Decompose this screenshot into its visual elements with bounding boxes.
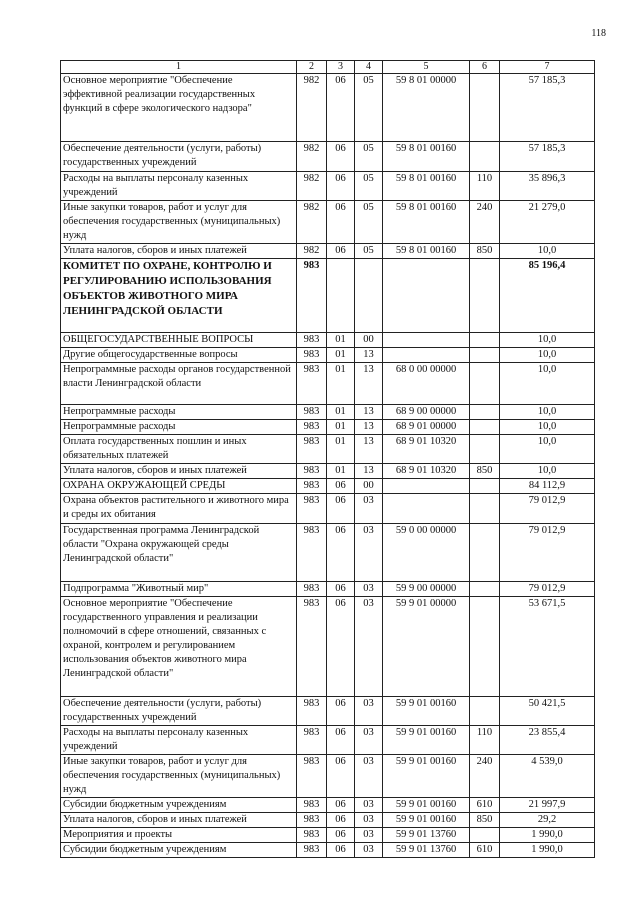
header-cell: 4: [355, 61, 383, 74]
row-code-cell: 983: [297, 582, 327, 597]
row-type-cell: 110: [470, 726, 500, 755]
row-target-cell: 59 9 00 00000: [383, 582, 470, 597]
table-row: [61, 798, 595, 813]
row-subsection-cell: 05: [355, 172, 383, 201]
row-subsection-cell: 03: [355, 697, 383, 726]
row-code-cell: 983: [297, 435, 327, 464]
table-row: [61, 697, 595, 726]
row-type-cell: [470, 435, 500, 464]
row-target-cell: 59 9 01 00160: [383, 697, 470, 726]
row-subsection-cell: 05: [355, 74, 383, 142]
row-subsection-cell: 00: [355, 479, 383, 494]
row-name-cell: КОМИТЕТ ПО ОХРАНЕ, КОНТРОЛЮ И РЕГУЛИРОВАНИЮ ИСПОЛЬЗОВАНИЯ ОБЪЕКТОВ ЖИВОТНОГО МИРА ЛЕНИНГРАДСКОЙ ОБЛАСТИ: [61, 259, 297, 333]
row-section-cell: 06: [327, 813, 355, 828]
row-type-cell: [470, 142, 500, 172]
row-subsection-cell: 03: [355, 524, 383, 582]
row-subsection-cell: 13: [355, 420, 383, 435]
row-target-cell: 59 8 01 00000: [383, 74, 470, 142]
table-row: [61, 582, 595, 597]
row-section-cell: 01: [327, 333, 355, 348]
row-target-cell: [383, 348, 470, 363]
row-type-cell: [470, 405, 500, 420]
row-target-cell: 59 9 01 00160: [383, 813, 470, 828]
row-name-cell: Иные закупки товаров, работ и услуг для обеспечения государственных (муниципальных) нужд: [61, 201, 297, 244]
header-cell: 5: [383, 61, 470, 74]
row-target-cell: [383, 494, 470, 524]
row-subsection-cell: 03: [355, 828, 383, 843]
row-code-cell: 983: [297, 726, 327, 755]
row-type-cell: [470, 479, 500, 494]
row-section-cell: 01: [327, 435, 355, 464]
row-code-cell: 983: [297, 843, 327, 858]
row-amount-cell: 10,0: [500, 420, 595, 435]
row-name-cell: Уплата налогов, сборов и иных платежей: [61, 244, 297, 259]
row-name-cell: Уплата налогов, сборов и иных платежей: [61, 813, 297, 828]
row-amount-cell: 10,0: [500, 333, 595, 348]
table-row: [61, 259, 595, 333]
row-amount-cell: 50 421,5: [500, 697, 595, 726]
row-type-cell: 110: [470, 172, 500, 201]
row-subsection-cell: 03: [355, 726, 383, 755]
row-code-cell: 983: [297, 828, 327, 843]
row-section-cell: 06: [327, 597, 355, 697]
row-name-cell: Основное мероприятие "Обеспечение государственного управления и реализации полномочий в сфере отношений, связанных с охраной, контролем и регулированием использования объектов животного мира Ленинградской области": [61, 597, 297, 697]
row-code-cell: 983: [297, 333, 327, 348]
row-type-cell: 610: [470, 843, 500, 858]
row-name-cell: Мероприятия и проекты: [61, 828, 297, 843]
row-subsection-cell: 05: [355, 142, 383, 172]
row-section-cell: 06: [327, 201, 355, 244]
table-row: [61, 597, 595, 697]
row-code-cell: 983: [297, 697, 327, 726]
table-row: [61, 333, 595, 348]
row-target-cell: 59 0 00 00000: [383, 524, 470, 582]
row-name-cell: Оплата государственных пошлин и иных обязательных платежей: [61, 435, 297, 464]
row-amount-cell: 4 539,0: [500, 755, 595, 798]
table-row: [61, 755, 595, 798]
table-row: [61, 479, 595, 494]
table-row: [61, 828, 595, 843]
row-section-cell: 06: [327, 697, 355, 726]
row-target-cell: 59 8 01 00160: [383, 172, 470, 201]
header-cell: 7: [500, 61, 595, 74]
row-subsection-cell: 13: [355, 435, 383, 464]
row-code-cell: 983: [297, 798, 327, 813]
table-row: [61, 813, 595, 828]
row-section-cell: 06: [327, 582, 355, 597]
row-name-cell: Охрана объектов растительного и животного мира и среды их обитания: [61, 494, 297, 524]
row-target-cell: 59 9 01 13760: [383, 843, 470, 858]
row-target-cell: 68 0 00 00000: [383, 363, 470, 405]
header-cell: 1: [61, 61, 297, 74]
row-name-cell: Расходы на выплаты персоналу казенных учреждений: [61, 172, 297, 201]
header-row: [61, 61, 595, 74]
table-row: [61, 843, 595, 858]
row-code-cell: 983: [297, 420, 327, 435]
row-subsection-cell: 03: [355, 843, 383, 858]
row-section-cell: 06: [327, 798, 355, 813]
row-section-cell: 01: [327, 405, 355, 420]
table-row: [61, 464, 595, 479]
row-amount-cell: 1 990,0: [500, 828, 595, 843]
row-name-cell: ОБЩЕГОСУДАРСТВЕННЫЕ ВОПРОСЫ: [61, 333, 297, 348]
row-code-cell: 983: [297, 494, 327, 524]
row-code-cell: 983: [297, 479, 327, 494]
table-row: [61, 244, 595, 259]
row-code-cell: 982: [297, 142, 327, 172]
row-code-cell: 982: [297, 201, 327, 244]
row-name-cell: ОХРАНА ОКРУЖАЮЩЕЙ СРЕДЫ: [61, 479, 297, 494]
row-name-cell: Расходы на выплаты персоналу казенных учреждений: [61, 726, 297, 755]
table-row: [61, 172, 595, 201]
row-code-cell: 983: [297, 813, 327, 828]
row-amount-cell: 10,0: [500, 244, 595, 259]
row-subsection-cell: 03: [355, 597, 383, 697]
row-target-cell: 68 9 01 10320: [383, 464, 470, 479]
header-cell: 2: [297, 61, 327, 74]
row-amount-cell: 35 896,3: [500, 172, 595, 201]
row-type-cell: [470, 348, 500, 363]
row-target-cell: [383, 333, 470, 348]
row-amount-cell: 29,2: [500, 813, 595, 828]
row-code-cell: 983: [297, 363, 327, 405]
row-type-cell: [470, 582, 500, 597]
row-target-cell: 59 9 01 00000: [383, 597, 470, 697]
row-section-cell: 06: [327, 494, 355, 524]
row-subsection-cell: 03: [355, 813, 383, 828]
row-target-cell: 59 9 01 13760: [383, 828, 470, 843]
row-subsection-cell: 13: [355, 464, 383, 479]
row-amount-cell: 84 112,9: [500, 479, 595, 494]
row-name-cell: Непрограммные расходы органов государственной власти Ленинградской области: [61, 363, 297, 405]
row-name-cell: Субсидии бюджетным учреждениям: [61, 843, 297, 858]
row-type-cell: [470, 697, 500, 726]
row-amount-cell: 10,0: [500, 405, 595, 420]
row-target-cell: 59 8 01 00160: [383, 201, 470, 244]
table-row: [61, 494, 595, 524]
row-type-cell: 240: [470, 755, 500, 798]
row-name-cell: Иные закупки товаров, работ и услуг для обеспечения государственных (муниципальных) нужд: [61, 755, 297, 798]
row-amount-cell: 79 012,9: [500, 494, 595, 524]
row-section-cell: 06: [327, 828, 355, 843]
row-name-cell: Уплата налогов, сборов и иных платежей: [61, 464, 297, 479]
row-section-cell: 06: [327, 843, 355, 858]
row-amount-cell: 85 196,4: [500, 259, 595, 333]
table-row: [61, 435, 595, 464]
row-target-cell: 59 9 01 00160: [383, 798, 470, 813]
row-target-cell: [383, 259, 470, 333]
row-code-cell: 983: [297, 755, 327, 798]
row-amount-cell: 10,0: [500, 363, 595, 405]
row-section-cell: 06: [327, 142, 355, 172]
row-amount-cell: 1 990,0: [500, 843, 595, 858]
row-subsection-cell: 03: [355, 494, 383, 524]
row-target-cell: 68 9 01 00000: [383, 420, 470, 435]
row-code-cell: 983: [297, 464, 327, 479]
row-code-cell: 983: [297, 405, 327, 420]
row-type-cell: [470, 828, 500, 843]
row-target-cell: 59 8 01 00160: [383, 244, 470, 259]
row-amount-cell: 21 279,0: [500, 201, 595, 244]
row-subsection-cell: 03: [355, 582, 383, 597]
row-section-cell: 06: [327, 244, 355, 259]
row-name-cell: Обеспечение деятельности (услуги, работы) государственных учреждений: [61, 142, 297, 172]
row-target-cell: 68 9 01 10320: [383, 435, 470, 464]
row-code-cell: 983: [297, 524, 327, 582]
row-type-cell: [470, 597, 500, 697]
table-row: [61, 142, 595, 172]
table-body: [61, 74, 595, 858]
row-section-cell: 01: [327, 464, 355, 479]
row-target-cell: [383, 479, 470, 494]
row-type-cell: [470, 333, 500, 348]
row-subsection-cell: 13: [355, 363, 383, 405]
row-subsection-cell: 13: [355, 348, 383, 363]
row-code-cell: 983: [297, 597, 327, 697]
table-row: [61, 348, 595, 363]
row-code-cell: 982: [297, 172, 327, 201]
row-code-cell: 982: [297, 74, 327, 142]
row-type-cell: [470, 74, 500, 142]
row-subsection-cell: 13: [355, 405, 383, 420]
row-subsection-cell: 00: [355, 333, 383, 348]
row-name-cell: Другие общегосударственные вопросы: [61, 348, 297, 363]
row-target-cell: 59 8 01 00160: [383, 142, 470, 172]
row-section-cell: 06: [327, 726, 355, 755]
row-amount-cell: 10,0: [500, 435, 595, 464]
row-amount-cell: 23 855,4: [500, 726, 595, 755]
row-type-cell: 850: [470, 813, 500, 828]
row-type-cell: 850: [470, 464, 500, 479]
row-amount-cell: 10,0: [500, 464, 595, 479]
page-number: 118: [591, 28, 606, 39]
row-section-cell: 06: [327, 755, 355, 798]
row-section-cell: 01: [327, 348, 355, 363]
row-amount-cell: 21 997,9: [500, 798, 595, 813]
table-row: [61, 201, 595, 244]
row-name-cell: Государственная программа Ленинградской области "Охрана окружающей среды Ленинградской области": [61, 524, 297, 582]
table-row: [61, 405, 595, 420]
row-amount-cell: 79 012,9: [500, 524, 595, 582]
row-code-cell: 982: [297, 244, 327, 259]
table-row: [61, 524, 595, 582]
row-section-cell: 06: [327, 524, 355, 582]
table-row: [61, 363, 595, 405]
row-type-cell: [470, 494, 500, 524]
row-type-cell: [470, 524, 500, 582]
row-type-cell: [470, 259, 500, 333]
row-section-cell: 06: [327, 172, 355, 201]
row-code-cell: 983: [297, 348, 327, 363]
row-section-cell: 01: [327, 420, 355, 435]
row-name-cell: Субсидии бюджетным учреждениям: [61, 798, 297, 813]
row-amount-cell: 53 671,5: [500, 597, 595, 697]
row-amount-cell: 10,0: [500, 348, 595, 363]
row-subsection-cell: 05: [355, 201, 383, 244]
row-section-cell: 06: [327, 74, 355, 142]
table-row: [61, 74, 595, 142]
header-cell: 3: [327, 61, 355, 74]
header-cell: 6: [470, 61, 500, 74]
row-name-cell: Непрограммные расходы: [61, 405, 297, 420]
row-type-cell: [470, 363, 500, 405]
table-row: [61, 420, 595, 435]
row-amount-cell: 79 012,9: [500, 582, 595, 597]
row-subsection-cell: [355, 259, 383, 333]
row-name-cell: Основное мероприятие "Обеспечение эффективной реализации государственных функций в сфере экологического надзора": [61, 74, 297, 142]
row-target-cell: 59 9 01 00160: [383, 726, 470, 755]
row-subsection-cell: 05: [355, 244, 383, 259]
budget-table: [60, 60, 595, 858]
row-section-cell: 06: [327, 479, 355, 494]
table-row: [61, 726, 595, 755]
row-name-cell: Подпрограмма "Животный мир": [61, 582, 297, 597]
row-type-cell: 850: [470, 244, 500, 259]
row-type-cell: 240: [470, 201, 500, 244]
row-name-cell: Непрограммные расходы: [61, 420, 297, 435]
row-amount-cell: 57 185,3: [500, 142, 595, 172]
row-target-cell: 68 9 00 00000: [383, 405, 470, 420]
row-section-cell: 01: [327, 363, 355, 405]
row-type-cell: 610: [470, 798, 500, 813]
row-amount-cell: 57 185,3: [500, 74, 595, 142]
row-subsection-cell: 03: [355, 798, 383, 813]
row-target-cell: 59 9 01 00160: [383, 755, 470, 798]
row-subsection-cell: 03: [355, 755, 383, 798]
row-name-cell: Обеспечение деятельности (услуги, работы) государственных учреждений: [61, 697, 297, 726]
row-code-cell: 983: [297, 259, 327, 333]
row-type-cell: [470, 420, 500, 435]
row-section-cell: [327, 259, 355, 333]
